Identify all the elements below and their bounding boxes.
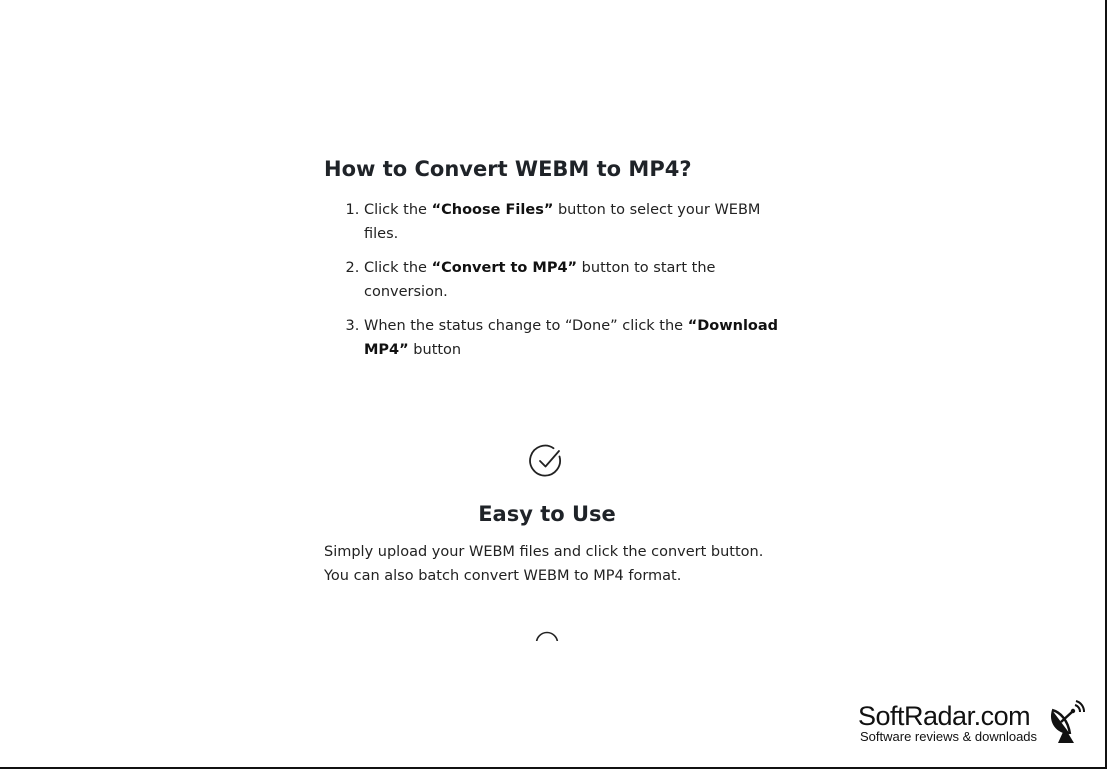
step-3-text-before: When the status change to “Done” click the [364, 318, 688, 334]
step-3-text-after: button [408, 342, 462, 358]
step-1-text-after: button to select your WEBM files. [364, 202, 761, 242]
how-to-section [324, 152, 784, 372]
check-circle-icon [529, 443, 565, 479]
step-3-text-bold: “Download MP4” [364, 318, 779, 358]
watermark-tagline: Software reviews & downloads [860, 729, 1038, 744]
softradar-watermark [856, 700, 1091, 748]
step-item-3 [364, 314, 784, 362]
step-2-text-before: Click the [364, 260, 432, 276]
step-item-1 [364, 198, 784, 246]
watermark-name: SoftRadar.com [858, 701, 1031, 731]
step-item-2 [364, 256, 784, 304]
steps-list [324, 198, 784, 362]
step-2-text-bold: “Convert to MP4” [431, 260, 578, 276]
step-1-text-bold: “Choose Files” [431, 202, 554, 218]
step-2-text-after: button to start the conversion. [364, 260, 716, 300]
satellite-dish-icon [1046, 700, 1086, 744]
circle-icon [529, 626, 565, 641]
how-to-title: How to Convert WEBM to MP4? [324, 157, 692, 181]
feature-title: Easy to Use [478, 502, 616, 526]
step-1-text-before: Click the [364, 202, 432, 218]
next-feature-icon-clip [529, 626, 565, 641]
feature-description: Simply upload your WEBM files and click the convert button. You can also batch convert WEBM to MP4 format. [324, 544, 764, 584]
